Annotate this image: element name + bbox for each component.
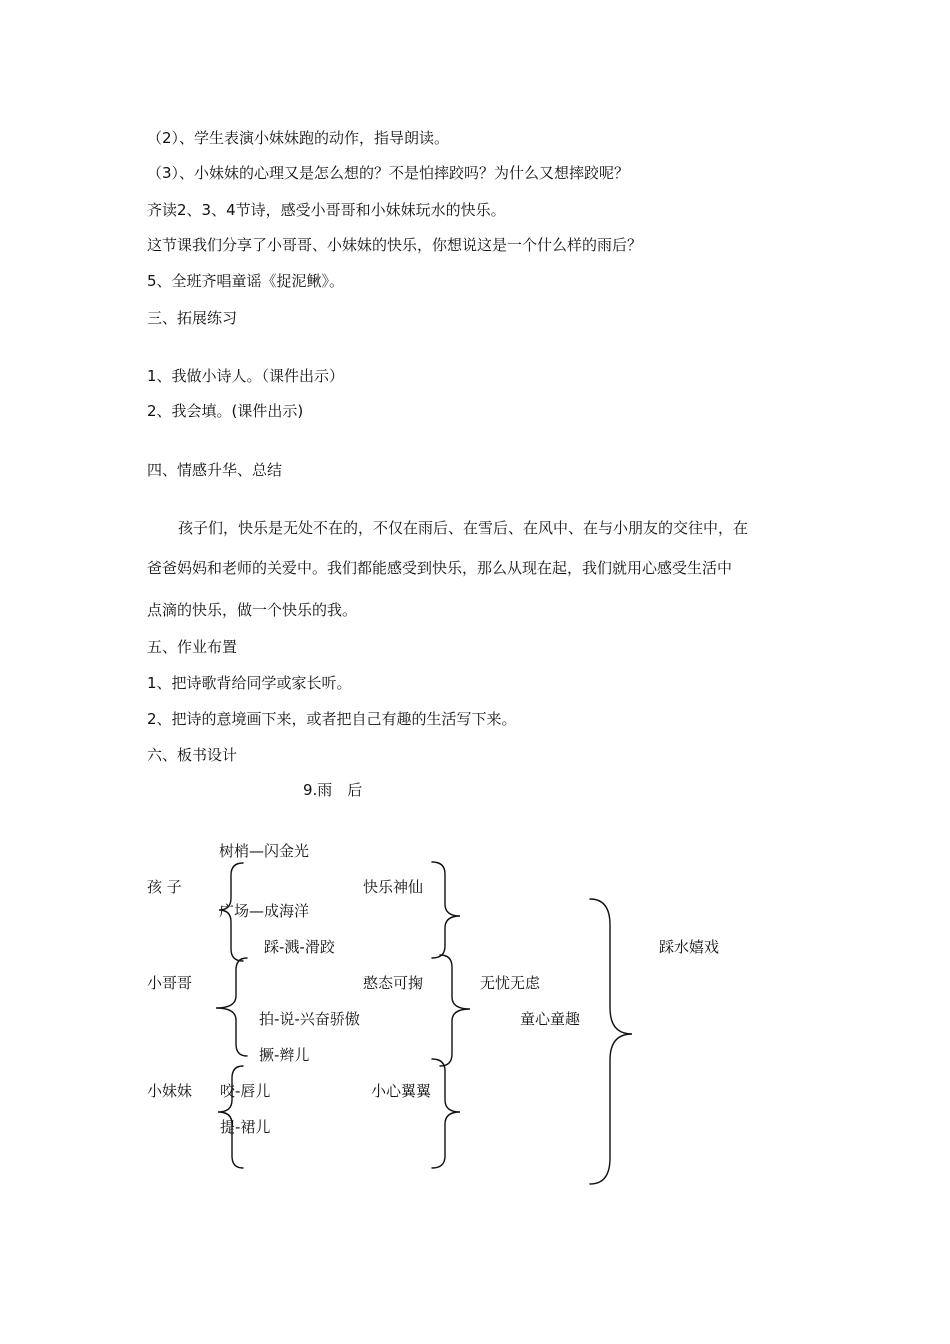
- board-lift: 提-裙儿: [220, 1118, 271, 1136]
- section-heading-summary: 四、情感升华、总结: [147, 461, 283, 479]
- board-big-brother-label: 小哥哥: [147, 974, 193, 992]
- board-pat: 拍-说-兴奋骄傲: [259, 1010, 360, 1028]
- step-3-line: （3）、小妹妹的心理又是怎么想的？不是怕摔跤吗？为什么又想摔跤呢？: [147, 164, 630, 182]
- brace-big-right: [590, 899, 632, 1184]
- board-happy-immortal: 快乐神仙: [363, 878, 424, 896]
- brace-careful-right: [432, 1059, 460, 1168]
- board-childlike: 童心童趣: [520, 1010, 581, 1028]
- summary-paragraph-line-3: 点滴的快乐，做一个快乐的我。: [147, 601, 358, 619]
- board-cute: 憨态可掬: [363, 974, 424, 992]
- board-children-label: 孩 子: [147, 878, 182, 896]
- section-heading-homework: 五、作业布置: [147, 638, 238, 656]
- sing-line: 5、全班齐唱童谣《捉泥鳅》。: [147, 272, 345, 290]
- read-aloud-line: 齐读2、3、4节诗，感受小哥哥和小妹妹玩水的快乐。: [147, 201, 506, 219]
- board-little-sister-label: 小妹妹: [147, 1082, 193, 1100]
- brace-cute-right: [440, 955, 470, 1066]
- extension-item-1: 1、我做小诗人。（课件出示）: [147, 367, 345, 385]
- brace-big-brother-left: [216, 958, 247, 1056]
- summary-paragraph-line-2: 爸爸妈妈和老师的关爱中。我们都能感受到快乐，那么从现在起，我们就用心感受生活中: [147, 559, 733, 577]
- section-heading-extension: 三、拓展练习: [147, 309, 238, 327]
- board-bite: 咬-唇儿: [220, 1082, 271, 1100]
- section-heading-board: 六、板书设计: [147, 746, 238, 764]
- summary-question-line: 这节课我们分享了小哥哥、小妹妹的快乐，你想说这是一个什么样的雨后？: [147, 236, 643, 254]
- summary-paragraph-line-1: 孩子们，快乐是无处不在的，不仅在雨后、在雪后、在风中、在与小朋友的交往中，在: [178, 519, 749, 537]
- board-splash: 踩-溅-滑跤: [264, 938, 335, 956]
- step-2-line: （2）、学生表演小妹妹跑的动作，指导朗读。: [147, 129, 450, 147]
- board-carefree: 无忧无虑: [480, 974, 541, 992]
- board-title: 9.雨 后: [303, 781, 363, 799]
- homework-item-1: 1、把诗歌背给同学或家长听。: [147, 674, 352, 692]
- board-playing-in-water: 踩水嬉戏: [659, 938, 720, 956]
- board-twist: 撅-辫儿: [259, 1046, 310, 1064]
- extension-item-2: 2、我会填。(课件出示): [147, 402, 304, 420]
- homework-item-2: 2、把诗的意境画下来，或者把自己有趣的生活写下来。: [147, 710, 517, 728]
- board-square: 广场—成海洋: [219, 902, 310, 920]
- board-careful: 小心翼翼: [371, 1082, 432, 1100]
- board-treetop: 树梢—闪金光: [219, 842, 310, 860]
- brace-happy-immortal-right: [432, 862, 460, 958]
